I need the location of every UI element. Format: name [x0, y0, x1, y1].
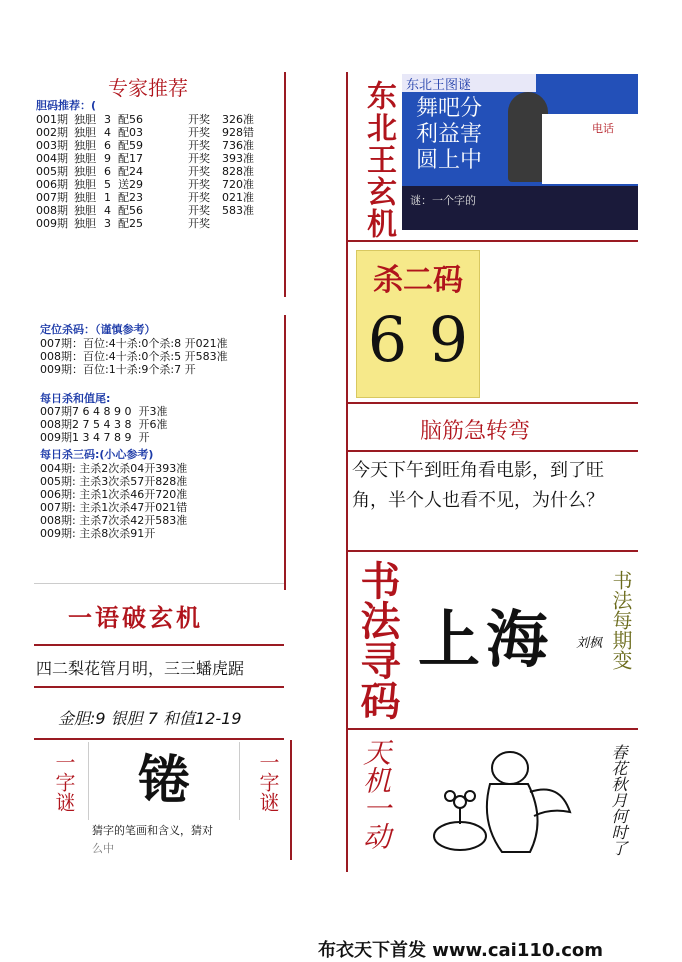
cartoon-title: 天机一动	[359, 738, 392, 850]
expert-result: 928错	[222, 126, 254, 139]
expert-title: 专家推荐	[108, 76, 188, 100]
expert-period: 005期	[36, 165, 68, 178]
expert-pei: 配17	[118, 152, 143, 165]
expert-dan: 1	[104, 191, 111, 204]
expert-result: 736准	[222, 139, 254, 152]
brain-teaser-title: 脑筋急转弯	[420, 419, 531, 444]
kill-digit: 9	[428, 303, 469, 376]
expert-dan: 4	[104, 126, 111, 139]
expert-dan: 6	[104, 139, 111, 152]
cartoon-image	[420, 742, 590, 870]
expert-pei: 送29	[118, 178, 143, 191]
northeast-title: 东北王玄机	[361, 80, 396, 240]
daily-sum-heading: 每日杀和值尾:	[40, 392, 111, 405]
expert-label: 独胆	[74, 113, 96, 126]
expert-result: 720准	[222, 178, 254, 191]
calligraphy-title: 书法寻码	[354, 560, 400, 720]
divider	[284, 315, 286, 590]
white-box	[542, 114, 638, 184]
expert-row	[36, 139, 272, 152]
riddle-phrase-title: 一语破玄机	[68, 604, 203, 632]
expert-dan: 4	[104, 204, 111, 217]
position-kill-row: 008期：百位:4十杀:0个杀:5 开583准	[40, 350, 228, 363]
char-riddle-hint: 猜字的笔画和含义，猜对	[92, 824, 213, 837]
expert-row	[36, 113, 272, 126]
cartoon-figure	[420, 742, 590, 870]
expert-period: 004期	[36, 152, 68, 165]
northeast-tag: 电话	[592, 122, 614, 135]
expert-period: 003期	[36, 139, 68, 152]
expert-pei: 配56	[118, 113, 143, 126]
expert-kj: 开奖	[188, 126, 210, 139]
expert-kj: 开奖	[188, 178, 210, 191]
position-kill-rows	[40, 337, 228, 376]
position-kill-row: 007期：百位:4十杀:0个杀:8 开021准	[40, 337, 228, 350]
divider	[34, 583, 284, 584]
expert-kj: 开奖	[188, 152, 210, 165]
expert-dan: 3	[104, 113, 111, 126]
divider	[346, 550, 638, 552]
expert-label: 独胆	[74, 165, 96, 178]
divider	[34, 686, 284, 688]
char-riddle-char: 锩	[137, 751, 190, 811]
expert-period: 009期	[36, 217, 68, 230]
expert-row	[36, 178, 272, 191]
position-kill-row: 009期：百位:1十杀:9个杀:7 开	[40, 363, 196, 376]
divider	[34, 644, 284, 646]
daily-three-rows	[40, 462, 187, 540]
expert-kj: 开奖	[188, 217, 210, 230]
expert-dan: 3	[104, 217, 111, 230]
expert-kj: 开奖	[188, 191, 210, 204]
expert-result: 393准	[222, 152, 254, 165]
calligraphy-side: 书法每期变	[609, 570, 633, 670]
expert-label: 独胆	[74, 126, 96, 139]
expert-label: 独胆	[74, 217, 96, 230]
kill-digit: 6	[367, 303, 408, 376]
poem-line: 圆上中	[416, 148, 483, 173]
kill-two-box	[356, 250, 480, 398]
expert-label: 独胆	[74, 152, 96, 165]
position-kill-heading: 定位杀码：（谨慎参考）	[40, 323, 156, 336]
expert-kj: 开奖	[188, 139, 210, 152]
kill-two-title: 杀二码	[373, 263, 463, 298]
daily-three-row: 006期: 主杀1次杀46开720准	[40, 488, 188, 501]
expert-label: 独胆	[74, 139, 96, 152]
northeast-caption: 谜：一个字的	[410, 194, 476, 207]
divider	[290, 740, 292, 860]
expert-pei: 配24	[118, 165, 143, 178]
daily-three-row: 007期: 主杀1次杀47开021错	[40, 501, 188, 514]
northeast-image	[402, 74, 638, 230]
expert-kj: 开奖	[188, 113, 210, 126]
expert-label: 独胆	[74, 178, 96, 191]
daily-sum-rows	[40, 405, 167, 444]
divider	[346, 72, 348, 872]
divider	[34, 738, 284, 740]
riddle-phrase-text: 四二梨花管月明，三三蟠虎踞	[36, 659, 245, 678]
daily-three-heading: 每日杀三码:(小心参考)	[40, 448, 154, 461]
footer-text: 布衣天下首发 www.cai110.com	[318, 940, 604, 961]
expert-period: 006期	[36, 178, 68, 191]
expert-row	[36, 152, 272, 165]
char-riddle-box	[88, 742, 240, 820]
daily-sum-row: 008期2 7 5 4 3 8 开6准	[40, 418, 168, 431]
expert-period: 008期	[36, 204, 68, 217]
daily-three-row: 005期: 主杀3次杀57开828准	[40, 475, 188, 488]
divider	[346, 728, 638, 730]
expert-result: 828准	[222, 165, 254, 178]
expert-result: 583准	[222, 204, 254, 217]
expert-result: 021准	[222, 191, 254, 204]
calligraphy-signature: 刘枫	[576, 636, 603, 651]
riddle-phrase-summary: 金胆:9 银胆 7 和值12-19	[58, 709, 242, 728]
expert-result	[222, 217, 272, 230]
expert-result: 326准	[222, 113, 254, 126]
daily-sum-row: 009期1 3 4 7 8 9 开	[40, 431, 150, 444]
char-riddle-label-right: 一字谜	[256, 752, 280, 812]
expert-kj: 开奖	[188, 165, 210, 178]
poem-line: 舞吧分	[416, 96, 483, 121]
expert-kj: 开奖	[188, 204, 210, 217]
expert-pei: 配23	[118, 191, 143, 204]
expert-pei: 配03	[118, 126, 143, 139]
expert-period: 002期	[36, 126, 68, 139]
daily-three-row: 004期: 主杀2次杀04开393准	[40, 462, 188, 475]
daily-three-row: 009期: 主杀8次杀91开	[40, 527, 156, 540]
poem-line: 利益害	[416, 122, 483, 147]
expert-dan: 6	[104, 165, 111, 178]
expert-dan: 9	[104, 152, 111, 165]
expert-pei: 配56	[118, 204, 143, 217]
expert-row	[36, 191, 272, 204]
divider	[346, 402, 638, 404]
expert-rows	[36, 113, 272, 230]
expert-label: 独胆	[74, 191, 96, 204]
expert-period: 001期	[36, 113, 68, 126]
expert-heading: 胆码推荐：(	[36, 99, 97, 112]
daily-three-row: 008期: 主杀7次杀42开583准	[40, 514, 188, 527]
divider	[346, 240, 638, 242]
expert-pei: 配25	[118, 217, 143, 230]
expert-dan: 5	[104, 178, 111, 191]
northeast-banner: 东北王图谜	[402, 74, 536, 92]
northeast-poem	[416, 96, 482, 174]
calligraphy-content: 上海	[418, 603, 555, 676]
expert-period: 007期	[36, 191, 68, 204]
expert-row	[36, 204, 272, 217]
expert-pei: 配59	[118, 139, 143, 152]
expert-row	[36, 217, 272, 230]
expert-label: 独胆	[74, 204, 96, 217]
daily-sum-row: 007期7 6 4 8 9 0 开3准	[40, 405, 168, 418]
brain-teaser-text: 今天下午到旺角看电影，到了旺角，半个人也看不见，为什么？	[352, 460, 604, 511]
divider	[346, 450, 638, 452]
expert-row	[36, 165, 272, 178]
expert-row	[36, 126, 272, 139]
divider	[284, 72, 286, 297]
char-riddle-hint2: 么中	[92, 842, 114, 855]
cartoon-poem: 春花秋月何时了	[609, 744, 628, 856]
char-riddle-label-left: 一字谜	[52, 752, 76, 812]
